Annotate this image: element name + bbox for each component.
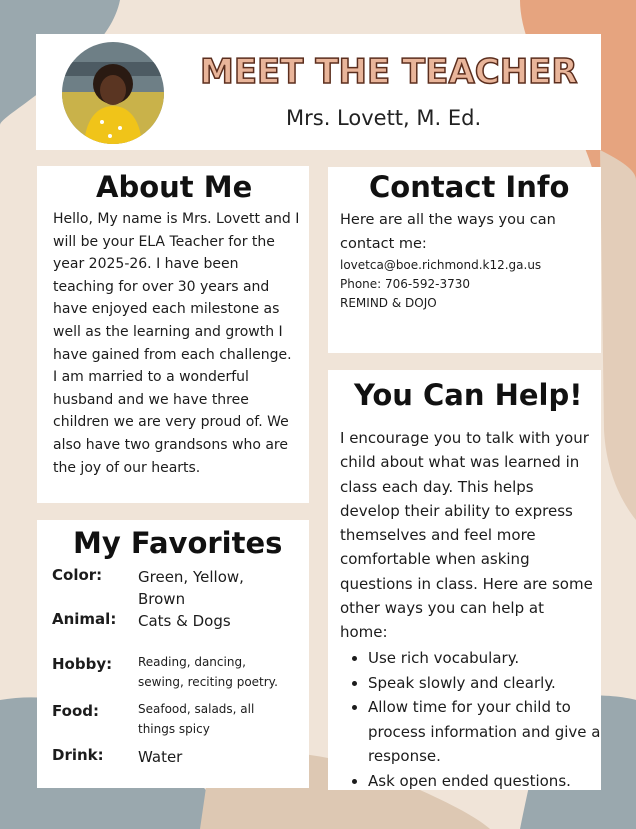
about-line: year 2025-26. I have been [53, 256, 239, 273]
help-tips-list [346, 646, 618, 793]
help-line: questions in class. Here are some [340, 574, 593, 593]
food-value [138, 699, 254, 739]
food-value-line: things spicy [138, 722, 210, 736]
drink-label: Drink: [52, 746, 104, 764]
contact-intro-line: Here are all the ways you can [340, 212, 556, 228]
help-line: other ways you can help at [340, 599, 544, 618]
color-label: Color: [52, 566, 103, 584]
email-address[interactable]: lovetca@boe.richmond.k12.ga.us [340, 258, 542, 272]
help-tip: • Speak slowly and clearly. [368, 671, 618, 696]
hobby-label: Hobby: [52, 655, 113, 673]
contact-intro [340, 208, 595, 256]
help-title: You Can Help! [354, 378, 583, 412]
about-line: the joy of our hearts. [53, 459, 201, 476]
hobby-value [138, 652, 278, 692]
contact-title: Contact Info [369, 170, 570, 204]
help-line: I encourage you to talk with your [340, 429, 589, 447]
favorites-title: My Favorites [73, 526, 283, 560]
about-text [53, 208, 308, 479]
about-line: will be your ELA Teacher for the [53, 233, 275, 250]
messaging-apps: REMIND & DOJO [340, 296, 437, 310]
about-line: well as the learning and growth I [53, 323, 283, 340]
about-line: Hello, My name is Mrs. Lovett and I [53, 211, 300, 227]
contact-intro-line: contact me: [340, 236, 427, 252]
help-line: comfortable when asking [340, 550, 530, 569]
drink-value: Water [138, 748, 183, 766]
teacher-photo [62, 42, 164, 144]
page-title: MEET THE TEACHER [200, 52, 578, 92]
about-line: teaching for over 30 years and [53, 278, 270, 295]
color-value-line: Brown [138, 590, 186, 608]
help-tip: • Ask open ended questions. [368, 769, 618, 794]
teacher-name: Mrs. Lovett, M. Ed. [286, 106, 482, 130]
hobby-value-line: sewing, reciting poetry. [138, 675, 278, 689]
sand-blob-right [600, 150, 636, 520]
food-value-line: Seafood, salads, all [138, 702, 255, 716]
about-title: About Me [96, 170, 253, 204]
help-line: child about what was learned in [340, 453, 580, 472]
about-line: also have two grandsons who are [53, 436, 288, 453]
color-value-line: Green, Yellow, [138, 568, 244, 586]
about-line: have gained from each challenge. [53, 346, 292, 363]
hobby-value-line: Reading, dancing, [138, 655, 246, 669]
teacher-portrait-icon [62, 42, 164, 144]
color-value [138, 566, 244, 610]
food-label: Food: [52, 702, 99, 720]
about-line: have enjoyed each milestone as [53, 301, 280, 318]
about-line: children we are very proud of. We [53, 414, 289, 431]
help-line: develop their ability to express [340, 501, 573, 520]
contact-details [340, 256, 598, 313]
about-line: husband and we have three [53, 391, 249, 408]
animal-label: Animal: [52, 610, 117, 628]
help-line: home: [340, 623, 388, 642]
help-tip: • Use rich vocabulary. [368, 646, 618, 671]
help-line: class each day. This helps [340, 477, 534, 496]
about-line: I am married to a wonderful [53, 369, 249, 386]
animal-value: Cats & Dogs [138, 612, 231, 630]
help-line: themselves and feel more [340, 526, 536, 545]
help-text [340, 426, 598, 645]
phone-number: Phone: 706-592-3730 [340, 277, 471, 291]
help-tip: • Allow time for your child to process information and give a response. [368, 695, 618, 769]
